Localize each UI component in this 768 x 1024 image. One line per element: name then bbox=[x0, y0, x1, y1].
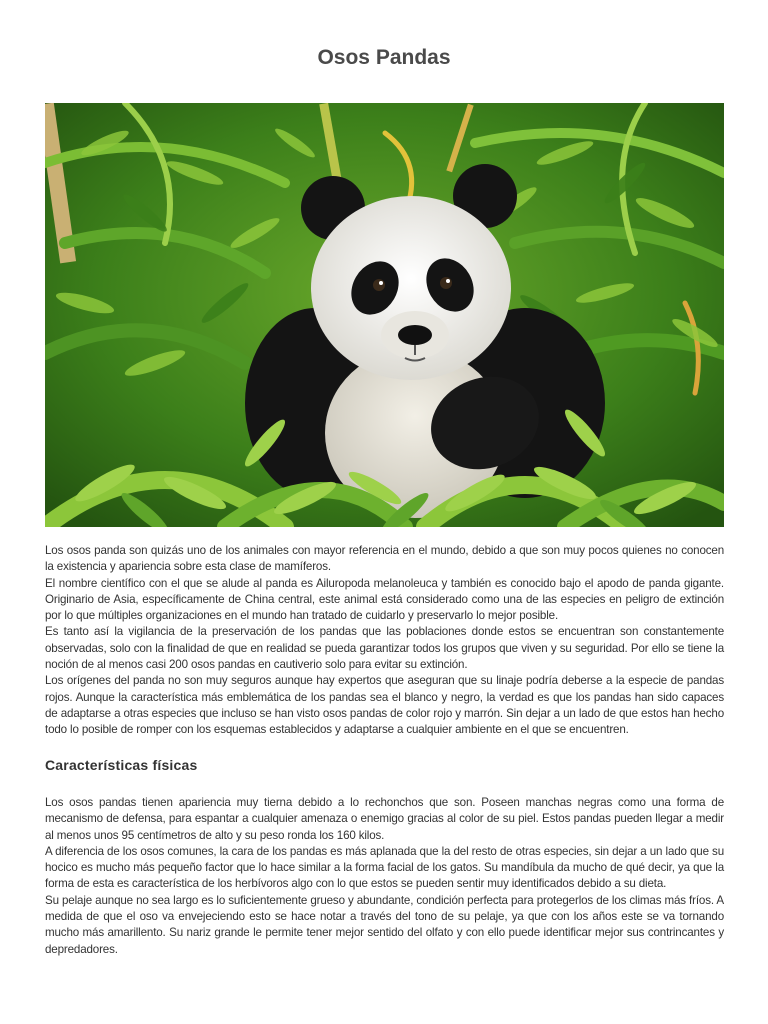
intro-paragraph: El nombre científico con el que se alude al panda es Ailuropoda melanoleuca y también es conocido bajo el apodo de panda gigante. Originario de Asia, específicamente de China central, este animal está considerado como una de las especies en peligro de extinción por lo que múltiples organizaciones en el mundo han tratado de cuidarlo y preservarlo lo mejor posible. bbox=[45, 576, 724, 623]
intro-paragraph: Los osos panda son quizás uno de los animales con mayor referencia en el mundo, debido a que son muy pocos quienes no conocen la existencia y apariencia sobre esta clase de mamíferos. bbox=[45, 544, 724, 574]
section-paragraph: Los osos pandas tienen apariencia muy tierna debido a lo rechonchos que son. Poseen manchas negras como una forma de mecanismo de defensa, para espantar a cualquier amenaza o enemigo gracias al color de su piel. Estos pandas pueden llegar a medir al menos unos 95 centímetros de alto y su peso ronda los 160 kilos. bbox=[45, 796, 724, 842]
section-text bbox=[45, 795, 724, 958]
section-paragraph: A diferencia de los osos comunes, la cara de los pandas es más aplanada que la del resto de otras especies, sin dejar a un lado que su hocico es mucho más pequeño factor que lo hace similar a la forma facial de los gatos. Su mandíbula da mucho de qué decir, ya que la forma de esta es característica de los herbívoros algo con lo que estos se pueden sentir muy identificados debido a su dieta. bbox=[45, 844, 724, 891]
intro-paragraph: Es tanto así la vigilancia de la preservación de los pandas que las poblaciones donde estos se encuentran son constantemente observadas, solo con la finalidad de que en realidad se pueda garantizar todos los grupos que viven y su seguridad. Por ello se tiene la noción de al menos casi 200 osos pandas en cautiverio solo para evitar su extinción. bbox=[45, 625, 724, 672]
intro-text bbox=[45, 543, 724, 739]
panda-illustration bbox=[45, 103, 724, 527]
section-heading: Características físicas bbox=[45, 757, 198, 773]
page-title: Osos Pandas bbox=[317, 46, 451, 69]
panda-photo bbox=[45, 103, 724, 527]
intro-paragraph: Los orígenes del panda no son muy seguros aunque hay expertos que aseguran que su linaje podría deberse a la especie de pandas rojos. Aunque la característica más emblemática de los pandas sea el blanco y negro, la verdad es que los pandas han sido capaces de adaptarse a otras especies que incluso se han visto osos pandas de color rojo y marrón. Sin dejar a un lado de que estos han hecho todo lo posible de romper con los esquemas establecidos y adaptarse a cualquier ambiente en el que se encuentren. bbox=[45, 674, 724, 737]
section-paragraph: Su pelaje aunque no sea largo es lo suficientemente grueso y abundante, condición perfecta para protegerlos de los climas más fríos. A medida de que el oso va envejeciendo esto se hace notar a través del tono de su pelaje, ya que con los años este se va tornando mucho más amarillento. Su nariz grande le permite tener mejor sentido del olfato y con ello puede identificar mejor sus contrincantes y depredadores. bbox=[45, 893, 724, 956]
